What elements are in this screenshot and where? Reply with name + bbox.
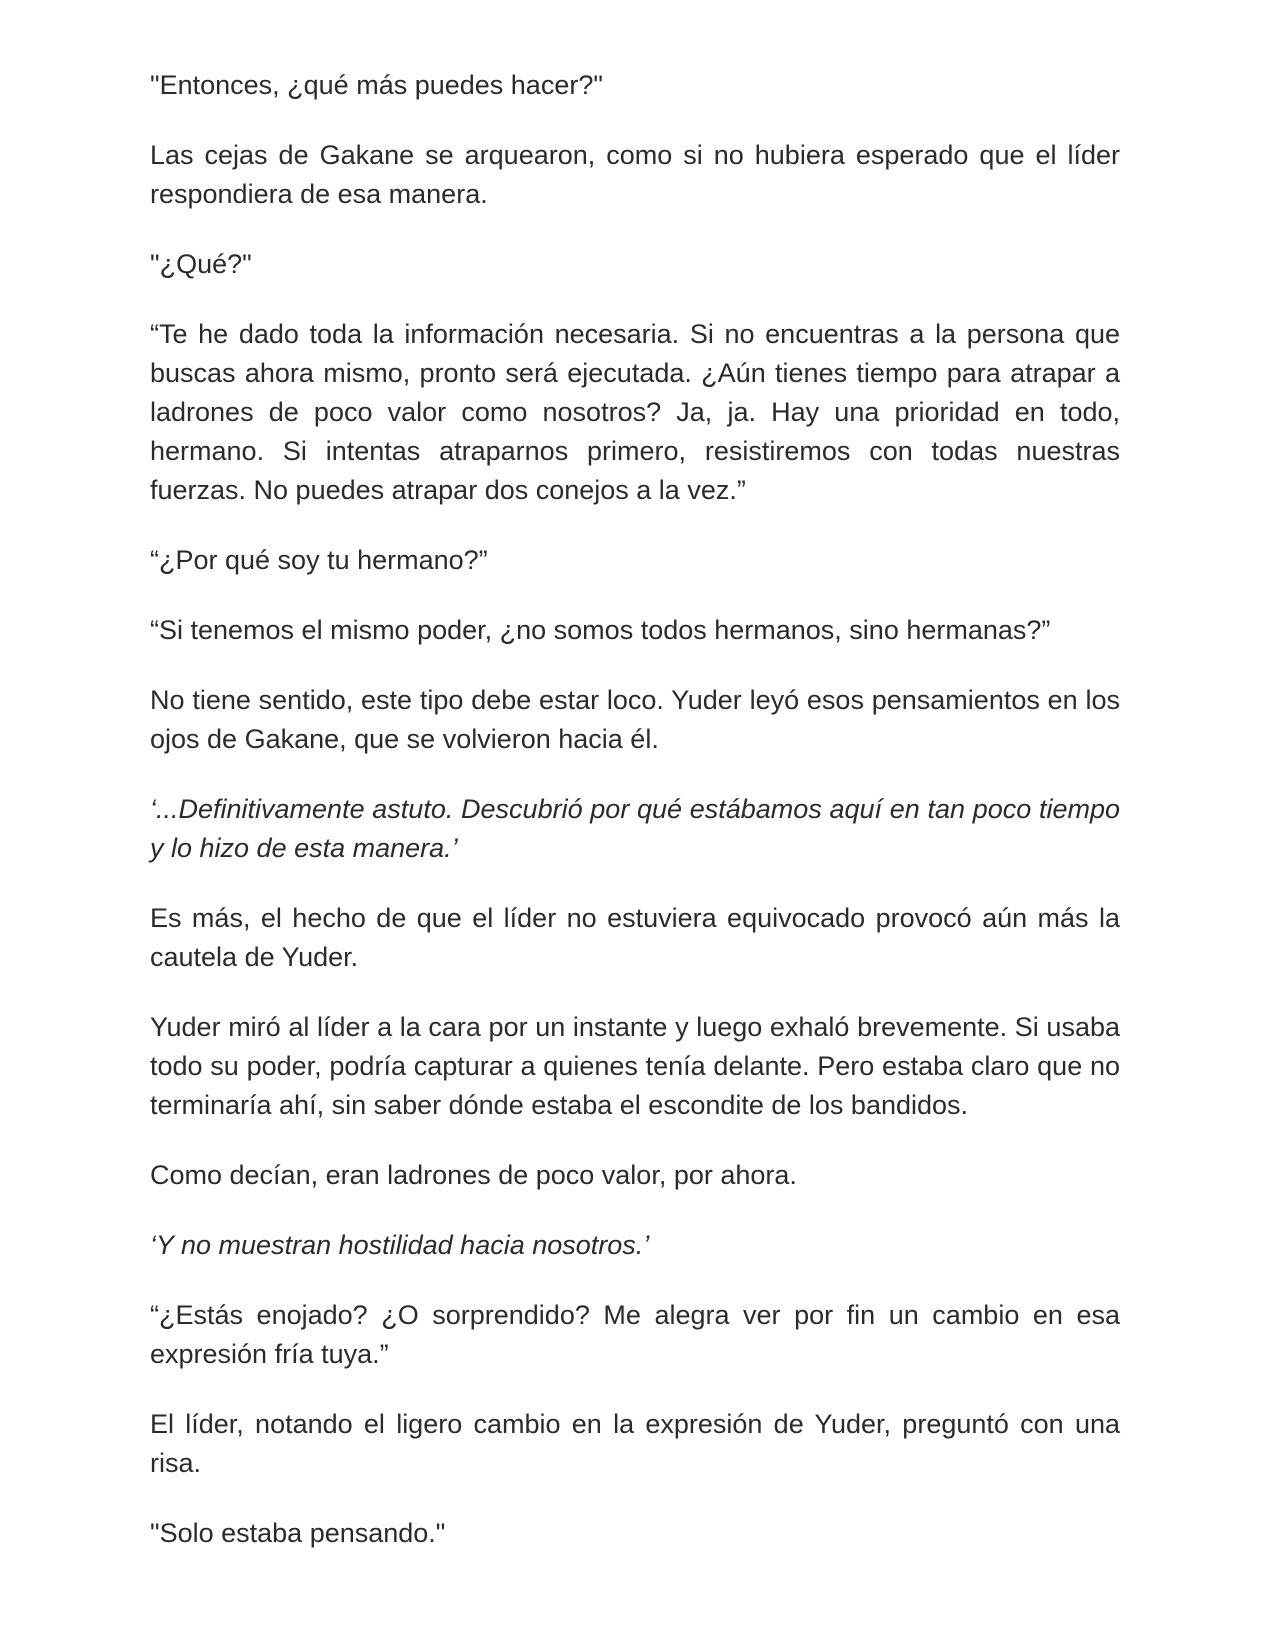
paragraph-dialogue: “Te he dado toda la información necesaria. Si no encuentras a la persona que buscas ahora mismo, pronto será ejecutada. ¿Aún tienes tiempo para atrapar a ladrones de poco valor como nosotros? Ja, ja. Hay una prioridad en todo, hermano. Si intentas atraparnos primero, resistiremos con todas nuestras fuerzas. No puedes atrapar dos conejos a la vez.” — [150, 319, 1120, 505]
paragraph-narration: Las cejas de Gakane se arquearon, como si no hubiera esperado que el líder respondiera de esa manera. — [150, 140, 1120, 209]
paragraph-narration: Yuder miró al líder a la cara por un instante y luego exhaló brevemente. Si usaba todo su poder, podría capturar a quienes tenía delante. Pero estaba claro que no terminaría ahí, sin saber dónde estaba el escondite de los bandidos. — [150, 1012, 1120, 1120]
paragraph-dialogue: "Solo estaba pensando." — [150, 1518, 446, 1548]
document-page — [150, 66, 1120, 1553]
paragraph-narration: Como decían, eran ladrones de poco valor, por ahora. — [150, 1160, 797, 1190]
paragraph-dialogue: “¿Estás enojado? ¿O sorprendido? Me alegra ver por fin un cambio en esa expresión fría tuya.” — [150, 1300, 1120, 1369]
paragraph-narration: El líder, notando el ligero cambio en la expresión de Yuder, preguntó con una risa. — [150, 1409, 1120, 1478]
paragraph-dialogue: "Entonces, ¿qué más puedes hacer?" — [150, 70, 603, 100]
paragraph-dialogue: "¿Qué?" — [150, 249, 252, 279]
paragraph-dialogue: “¿Por qué soy tu hermano?” — [150, 545, 488, 575]
paragraph-narration: No tiene sentido, este tipo debe estar loco. Yuder leyó esos pensamientos en los ojos de Gakane, que se volvieron hacia él. — [150, 685, 1120, 754]
paragraph-dialogue: “Si tenemos el mismo poder, ¿no somos todos hermanos, sino hermanas?” — [150, 615, 1051, 645]
paragraph-narration: Es más, el hecho de que el líder no estuviera equivocado provocó aún más la cautela de Yuder. — [150, 903, 1120, 972]
paragraph-thought: ‘Y no muestran hostilidad hacia nosotros.’ — [150, 1230, 650, 1260]
paragraph-thought: ‘...Definitivamente astuto. Descubrió por qué estábamos aquí en tan poco tiempo y lo hizo de esta manera.’ — [150, 794, 1120, 863]
